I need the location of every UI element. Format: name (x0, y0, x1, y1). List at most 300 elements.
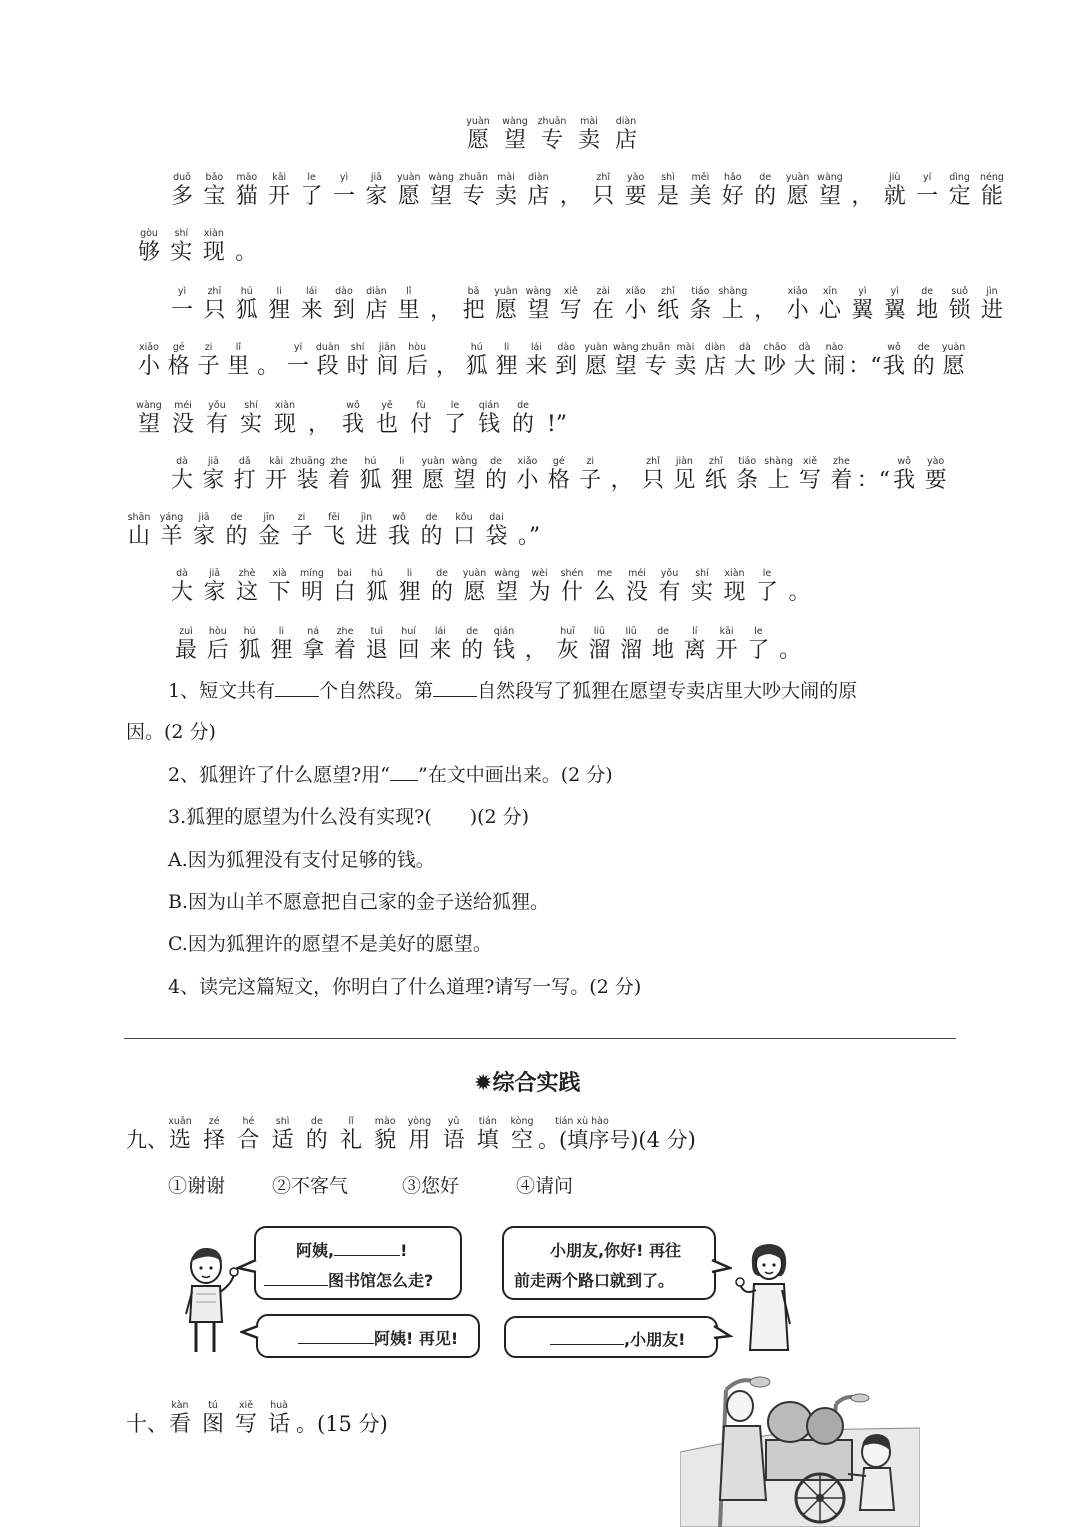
pinyin: de (425, 512, 438, 523)
pinyin: lái (306, 286, 318, 297)
hanzi: 我 (387, 524, 410, 549)
hanzi: 的 (420, 524, 443, 549)
pinyin: mào (374, 1116, 396, 1127)
hanzi: 羊 (160, 524, 183, 549)
hanzi: 实 (170, 240, 193, 265)
hanzi: 为 (528, 580, 551, 605)
pinyin-char (976, 172, 1008, 242)
pinyin: le (307, 172, 316, 183)
hanzi: ， (435, 354, 458, 379)
hanzi: 实 (690, 580, 713, 605)
option-a[interactable]: A.因为狐狸没有支付足够的钱。 (168, 849, 435, 871)
pinyin: chǎo (763, 342, 787, 353)
pinyin: dào (557, 342, 576, 353)
pinyin: wàng (525, 286, 552, 297)
speech-bubble-woman-reply: 小朋友,你好! 再往 前走两个路口就到了。 (502, 1226, 716, 1300)
pinyin: néng (980, 172, 1004, 183)
hanzi: 来 (300, 298, 323, 323)
speech-bubble-boy-goodbye: 阿姨! 再见! (256, 1314, 480, 1358)
hanzi: 适 (271, 1128, 294, 1153)
pinyin: duàn (315, 342, 340, 353)
hanzi: 狐 (365, 580, 388, 605)
hanzi: 。 (235, 240, 258, 265)
pinyin: méi (628, 568, 646, 579)
dialog-blank[interactable] (550, 1328, 624, 1345)
hanzi: 条 (736, 468, 759, 493)
pinyin: jiù (889, 172, 901, 183)
pinyin: dà (176, 568, 188, 579)
hanzi: 狸 (495, 354, 518, 379)
hanzi: 话 (267, 1412, 290, 1437)
pinyin: hòu (408, 342, 427, 353)
hanzi: 有 (205, 412, 228, 437)
hanzi: 现 (202, 240, 225, 265)
pinyin: shí (350, 342, 365, 353)
hanzi: 店 (365, 298, 388, 323)
hanzi: 的 (511, 412, 534, 437)
pinyin-char (976, 286, 1008, 356)
hanzi: 家 (202, 468, 225, 493)
hanzi: 狐 (465, 354, 488, 379)
q9-option-4[interactable]: ④请问 (516, 1175, 574, 1197)
hanzi: 的 (305, 1128, 328, 1153)
hanzi: 。” (517, 524, 541, 549)
pinyin: xià (272, 568, 287, 579)
pinyin: yuàn (494, 286, 518, 297)
hanzi: ， (851, 184, 874, 209)
hanzi: 这 (235, 580, 258, 605)
hanzi: 了 (443, 412, 466, 437)
hanzi: 金 (257, 524, 280, 549)
pinyin: bai (337, 568, 352, 579)
pinyin: wǒ (897, 456, 911, 467)
pinyin: zhuān (537, 116, 567, 127)
hanzi: 把 (462, 298, 485, 323)
dialog-blank[interactable] (264, 1269, 328, 1286)
pinyin: hú (240, 286, 253, 297)
hanzi: 。 (257, 354, 280, 379)
hanzi: 只 (203, 298, 226, 323)
pinyin: de (436, 568, 448, 579)
hanzi: 选 (168, 1128, 191, 1153)
pinyin: li (278, 626, 285, 637)
hanzi: 着 (333, 638, 356, 663)
pinyin: gé (552, 456, 565, 467)
hanzi: 貌 (374, 1128, 397, 1153)
pinyin: yòng (407, 1116, 432, 1127)
hanzi: 什 (560, 580, 583, 605)
pinyin: de (490, 456, 502, 467)
pinyin: yì (858, 286, 867, 297)
pinyin: xiě (802, 456, 818, 467)
hanzi: 望 (453, 468, 476, 493)
pinyin: xiàn (203, 228, 224, 239)
hanzi: 卖 (494, 184, 517, 209)
pinyin: jìn (360, 512, 373, 523)
pinyin: kāi (719, 626, 734, 637)
hanzi: 纸 (704, 468, 727, 493)
hanzi: 择 (203, 1128, 226, 1153)
hanzi: 口 (452, 524, 475, 549)
hanzi: 的 (912, 354, 935, 379)
pinyin: shàng (764, 456, 794, 467)
hanzi: 望 (495, 580, 518, 605)
pinyin: le (762, 568, 772, 579)
hanzi: 锁 (948, 298, 971, 323)
pinyin: tuì (370, 626, 383, 637)
pinyin: de (657, 626, 669, 637)
pinyin: hòu (208, 626, 227, 637)
pinyin: li (276, 286, 282, 297)
hanzi: 下 (268, 580, 291, 605)
hanzi: 能 (980, 184, 1003, 209)
pinyin-char (263, 1400, 295, 1470)
hanzi: 小 (137, 354, 160, 379)
pinyin: jīn (263, 512, 275, 523)
pinyin: xiě (238, 1400, 254, 1411)
pinyin: zhè (238, 568, 256, 579)
hanzi: 图 (201, 1412, 224, 1437)
pinyin: yì (339, 172, 349, 183)
pinyin: wàng (612, 342, 639, 353)
pinyin: zhe (330, 456, 348, 467)
bubble-tail (710, 1258, 732, 1274)
hanzi: 到 (332, 298, 355, 323)
hanzi: 填 (476, 1128, 499, 1153)
q10-picture (680, 1370, 920, 1527)
hanzi: 灰 (556, 638, 579, 663)
hanzi: 卖 (577, 128, 600, 153)
pinyin: shí (174, 228, 189, 239)
pinyin-char (920, 456, 952, 526)
hanzi: 么 (593, 580, 616, 605)
hanzi: 拿 (302, 638, 325, 663)
pinyin: de (917, 342, 930, 353)
pinyin: me (596, 568, 613, 579)
hanzi: 开 (268, 184, 291, 209)
hanzi: 后 (406, 354, 429, 379)
hanzi: 够 (137, 240, 160, 265)
hanzi: ， (430, 298, 453, 323)
pinyin: yuàn (941, 342, 966, 353)
pinyin: liū (593, 626, 606, 637)
hanzi: !” (546, 412, 568, 437)
hanzi: 的 (484, 468, 507, 493)
hanzi: 看 (168, 1412, 191, 1437)
pinyin: diàn (366, 286, 387, 297)
hanzi: 望 (614, 354, 637, 379)
pinyin: wàng (451, 456, 478, 467)
option-b[interactable]: B.因为山羊不愿意把自己家的金子送给狐狸。 (168, 891, 550, 913)
pinyin: yì (177, 286, 187, 297)
pinyin: dào (335, 286, 353, 297)
pinyin: suǒ (951, 286, 968, 297)
hanzi: 愿 (463, 580, 486, 605)
pinyin: de (466, 626, 479, 637)
hanzi: 家 (192, 524, 215, 549)
pinyin: dà (739, 342, 751, 353)
q9-option-1[interactable]: ①谢谢 (168, 1175, 226, 1197)
hanzi: 溜 (620, 638, 643, 663)
hanzi: 纸 (656, 298, 679, 323)
hanzi: 大 (170, 468, 193, 493)
q9-tail-pinyin: tián xù hào (555, 1116, 609, 1127)
hanzi: 闹 (823, 354, 846, 379)
option-c[interactable]: C.因为狐狸许的愿望不是美好的愿望。 (168, 933, 492, 955)
hanzi: 心 (818, 298, 841, 323)
pinyin: yuàn (462, 568, 487, 579)
pinyin: yào (926, 456, 945, 467)
hanzi: 后 (206, 638, 229, 663)
hanzi: 子 (579, 468, 602, 493)
hanzi: 。 (779, 638, 802, 663)
pinyin: míng (300, 568, 324, 579)
pinyin: jìn (986, 286, 998, 297)
pinyin-char (522, 172, 554, 242)
pinyin: hé (242, 1116, 255, 1127)
hanzi: 愿 (466, 128, 489, 153)
pinyin-char (825, 456, 857, 526)
pinyin: yǒu (208, 400, 226, 411)
answer-blank[interactable] (275, 678, 319, 697)
pinyin: zhǐ (646, 456, 660, 467)
q9-option-3[interactable]: ③您好 (402, 1175, 460, 1197)
hanzi: 子 (197, 354, 220, 379)
pinyin: yuàn (785, 172, 810, 183)
hanzi: 翼 (851, 298, 874, 323)
hanzi: 美 (689, 184, 712, 209)
hanzi: 语 (442, 1128, 465, 1153)
hanzi: 飞 (322, 524, 345, 549)
hanzi: 望 (503, 128, 526, 153)
pinyin: nào (825, 342, 844, 353)
pinyin: de (517, 400, 529, 411)
pinyin: tú (208, 1400, 218, 1411)
pinyin: le (450, 400, 460, 411)
hanzi: 子 (290, 524, 313, 549)
hanzi: ， (559, 184, 582, 209)
pinyin: wǒ (392, 512, 406, 523)
hanzi: 卖 (674, 354, 697, 379)
pinyin: zi (204, 342, 213, 353)
pinyin: yuàn (466, 116, 490, 127)
hanzi: 一 (916, 184, 939, 209)
hanzi: 了 (755, 580, 778, 605)
hanzi: 多 (170, 184, 193, 209)
hanzi: ， (524, 638, 547, 663)
pinyin: ná (307, 626, 320, 637)
pinyin: yuàn (421, 456, 445, 467)
hanzi: 明 (300, 580, 323, 605)
question-4: 4、读完这篇短文，你明白了什么道理?请写一写。(2 分) (168, 976, 642, 998)
speech-bubble-boy-greeting: 阿姨, ! 图书馆怎么走? (254, 1226, 462, 1300)
pinyin: xiǎo (625, 286, 646, 297)
hanzi: 有 (658, 580, 681, 605)
pinyin: zhe (336, 626, 354, 637)
pinyin: li (406, 568, 413, 579)
hanzi: 装 (296, 468, 319, 493)
hanzi: 里 (397, 298, 420, 323)
pinyin: yáng (159, 512, 184, 523)
pinyin: wàng (136, 400, 162, 411)
hanzi: 钱 (492, 638, 515, 663)
pinyin: dà (176, 456, 188, 467)
hanzi: 溜 (588, 638, 611, 663)
pinyin: xīn (822, 286, 838, 297)
pinyin: mài (676, 342, 695, 353)
hanzi: 退 (365, 638, 388, 663)
hanzi: 现 (273, 412, 296, 437)
pinyin: gòu (140, 228, 158, 239)
underline-mark (390, 762, 418, 781)
pinyin: zài (596, 286, 610, 297)
pinyin: wèi (531, 568, 548, 579)
hanzi: 店 (527, 184, 550, 209)
q10-tail: 。(15 分) (296, 1412, 388, 1436)
pinyin: hú (470, 342, 483, 353)
hanzi: 钱 (477, 412, 500, 437)
pinyin: yuàn (584, 342, 608, 353)
hanzi: 的 (461, 638, 484, 663)
hanzi: 愿 (584, 354, 607, 379)
question-1: 1、短文共有 个自然段。第 自然段写了狐狸在愿望专卖店里大吵大闹的原 (168, 680, 858, 702)
pinyin: wàng (428, 172, 455, 183)
q9-option-2[interactable]: ②不客气 (272, 1175, 349, 1197)
hanzi: 专 (462, 184, 485, 209)
pinyin: méi (174, 400, 192, 411)
hanzi: 离 (683, 638, 706, 663)
pinyin: de (921, 286, 934, 297)
pinyin: tiáo (691, 286, 710, 297)
pinyin: yě (381, 400, 393, 411)
hanzi: 狐 (359, 468, 382, 493)
hanzi: 狸 (390, 468, 413, 493)
pinyin: wàng (494, 568, 520, 579)
pinyin: zhe (832, 456, 850, 467)
hanzi: 写 (798, 468, 821, 493)
hanzi: 没 (171, 412, 194, 437)
hanzi: 好 (721, 184, 744, 209)
pinyin: dà (798, 342, 811, 353)
hanzi: 定 (948, 184, 971, 209)
hanzi: 宝 (203, 184, 226, 209)
pinyin: mài (580, 116, 598, 127)
dialog-blank[interactable] (298, 1327, 374, 1344)
pinyin-char (818, 342, 850, 412)
pinyin: māo (236, 172, 258, 183)
hanzi: 开 (265, 468, 288, 493)
hanzi: 见 (673, 468, 696, 493)
pinyin: shén (560, 568, 584, 579)
hanzi: 狸 (268, 298, 291, 323)
hanzi: 要 (924, 468, 947, 493)
bubble-tail (240, 1324, 260, 1340)
hanzi: 写 (559, 298, 582, 323)
hanzi: 的 (754, 184, 777, 209)
hanzi: 店 (614, 128, 637, 153)
pinyin: dìng (949, 172, 970, 183)
pinyin: de (759, 172, 772, 183)
hanzi: 也 (375, 412, 398, 437)
hanzi: 愿 (397, 184, 420, 209)
hanzi: 进 (355, 524, 378, 549)
pinyin: hǎo (723, 172, 742, 183)
pinyin: yǒu (660, 568, 679, 579)
hanzi: ：“ (856, 468, 891, 493)
pinyin: dai (489, 512, 504, 523)
hanzi: 到 (555, 354, 578, 379)
pinyin: huī (560, 626, 575, 637)
hanzi: 地 (916, 298, 939, 323)
pinyin: kāi (272, 172, 287, 183)
hanzi: 愿 (786, 184, 809, 209)
hanzi: 的 (430, 580, 453, 605)
hanzi: 的 (225, 524, 248, 549)
pinyin: qián (478, 400, 500, 411)
hanzi: 望 (818, 184, 841, 209)
pinyin: zi (297, 512, 306, 523)
dialog-blank[interactable] (334, 1239, 400, 1256)
woman-figure (734, 1240, 804, 1356)
pinyin: zhuān (641, 342, 671, 353)
hanzi: 格 (167, 354, 190, 379)
pinyin: jiā (208, 568, 221, 579)
pinyin: zhuāng (290, 456, 326, 467)
pinyin: qián (493, 626, 515, 637)
pinyin: yào (626, 172, 645, 183)
pinyin: lǐ (348, 1116, 354, 1127)
pinyin: zhǐ (708, 456, 723, 467)
hanzi: 格 (547, 468, 570, 493)
hanzi: 愿 (942, 354, 965, 379)
hanzi: 吵 (763, 354, 786, 379)
hanzi: 山 (127, 524, 150, 549)
hanzi: ：“ (848, 354, 882, 379)
hanzi: 来 (429, 638, 452, 663)
hanzi: 来 (525, 354, 548, 379)
pinyin: wǒ (346, 400, 360, 411)
hanzi: ， (307, 412, 330, 437)
pinyin: jiā (207, 456, 219, 467)
hanzi: 一 (286, 354, 309, 379)
pinyin: xiàn (724, 568, 745, 579)
pinyin: zhī (207, 286, 222, 297)
pinyin: shì (661, 172, 675, 183)
q9-number: 九、 (126, 1128, 168, 1152)
hanzi: 小 (624, 298, 647, 323)
hanzi: 着 (327, 468, 350, 493)
hanzi: 条 (689, 298, 712, 323)
hanzi: 家 (365, 184, 388, 209)
answer-blank[interactable] (433, 678, 477, 697)
dialog-illustration (150, 1212, 790, 1372)
star-icon: ✹ (474, 1071, 493, 1096)
hanzi: 了 (300, 184, 323, 209)
pinyin: liū (625, 626, 637, 637)
pinyin: yǔ (447, 1116, 460, 1127)
pinyin: měi (691, 172, 710, 183)
hanzi: 我 (882, 354, 905, 379)
section-heading: ✹综合实践 (474, 1071, 581, 1096)
pinyin-char (814, 172, 846, 242)
hanzi: 愿 (494, 298, 517, 323)
hanzi: 专 (540, 128, 563, 153)
question-2: 2、狐狸许了什么愿望?用“ ”在文中画出来。(2 分) (168, 764, 613, 786)
pinyin: lái (530, 342, 542, 353)
pinyin: xiǎo (787, 286, 808, 297)
q10-number: 十、 (126, 1412, 168, 1436)
hanzi: 进 (980, 298, 1003, 323)
